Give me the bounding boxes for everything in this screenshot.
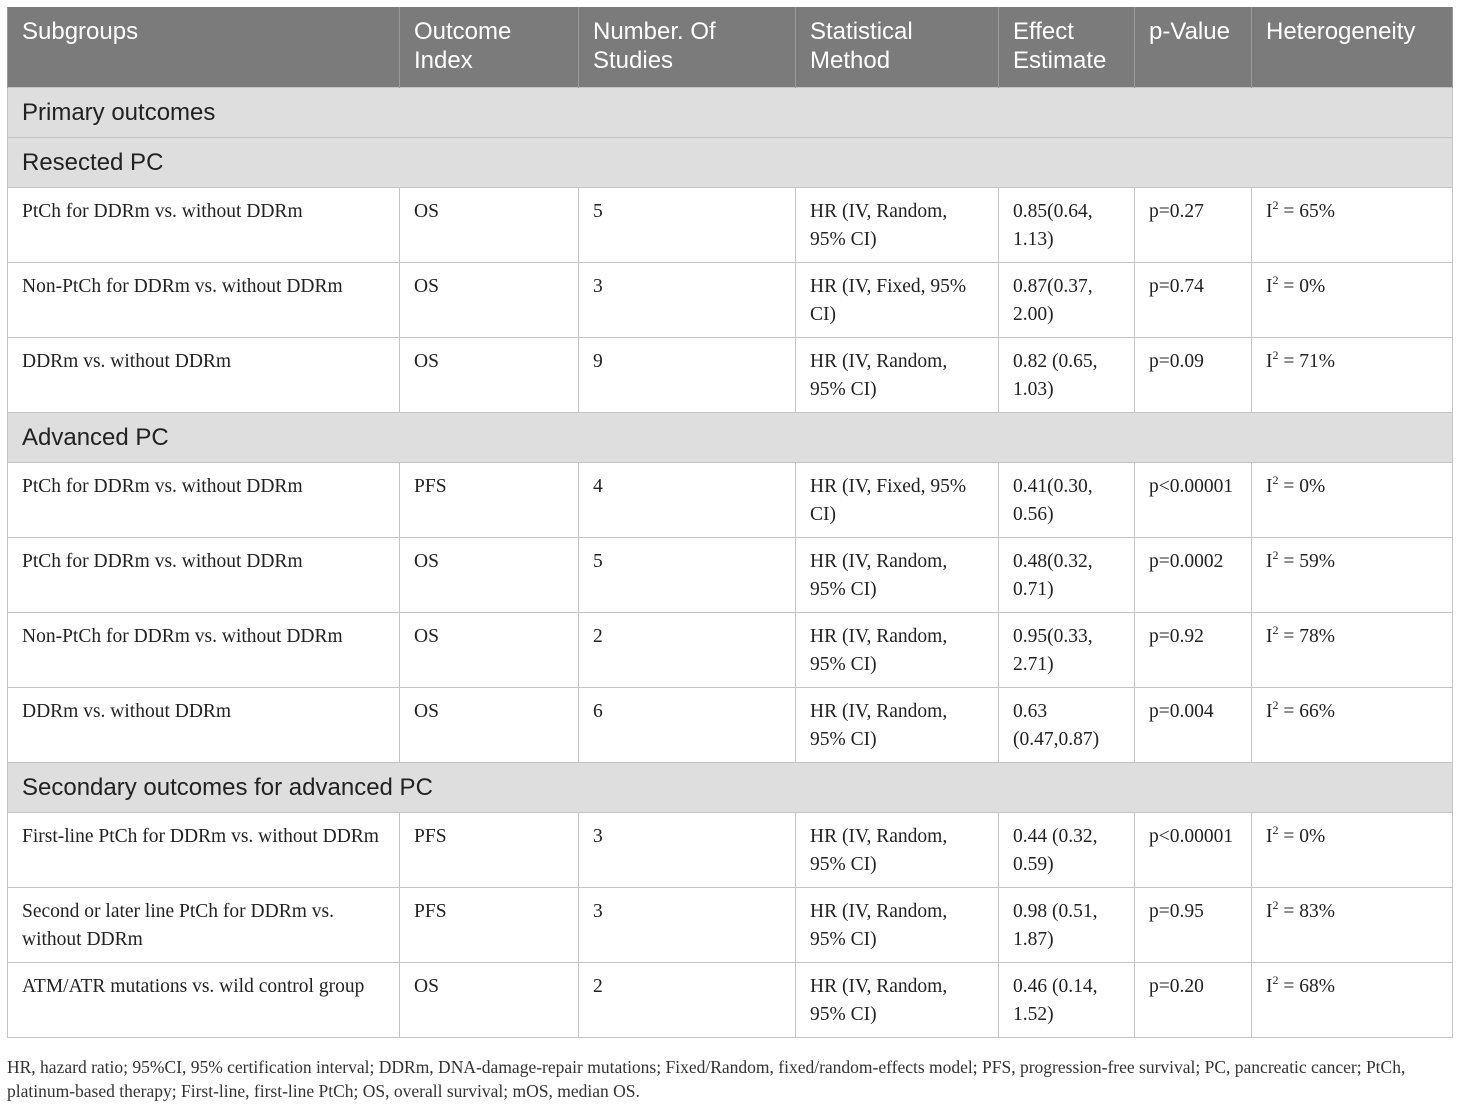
section-label: Resected PC bbox=[8, 138, 1453, 188]
cell-studies: 3 bbox=[579, 263, 796, 338]
het-value: = 66% bbox=[1278, 701, 1335, 722]
table-row bbox=[8, 188, 1453, 263]
het-value: = 65% bbox=[1278, 201, 1335, 222]
cell-p-value: p=0.95 bbox=[1135, 888, 1252, 963]
cell-outcome: OS bbox=[400, 688, 579, 763]
het-value: = 59% bbox=[1278, 551, 1335, 572]
het-symbol: I bbox=[1266, 826, 1273, 847]
cell-outcome: OS bbox=[400, 263, 579, 338]
het-symbol: I bbox=[1266, 551, 1273, 572]
cell-studies: 6 bbox=[579, 688, 796, 763]
het-exponent: 2 bbox=[1272, 823, 1279, 837]
het-symbol: I bbox=[1266, 276, 1273, 297]
het-symbol: I bbox=[1266, 201, 1273, 222]
cell-outcome: OS bbox=[400, 188, 579, 263]
cell-method: HR (IV, Fixed, 95% CI) bbox=[796, 463, 999, 538]
het-exponent: 2 bbox=[1272, 473, 1279, 487]
cell-heterogeneity bbox=[1252, 813, 1453, 888]
cell-outcome: PFS bbox=[400, 463, 579, 538]
het-exponent: 2 bbox=[1272, 548, 1279, 562]
het-exponent: 2 bbox=[1272, 698, 1279, 712]
het-symbol: I bbox=[1266, 901, 1273, 922]
cell-studies: 5 bbox=[579, 538, 796, 613]
cell-p-value: p=0.004 bbox=[1135, 688, 1252, 763]
header-statistical-method: Statistical Method bbox=[796, 7, 999, 88]
cell-heterogeneity bbox=[1252, 613, 1453, 688]
het-value: = 0% bbox=[1278, 276, 1326, 297]
het-exponent: 2 bbox=[1272, 273, 1279, 287]
cell-method: HR (IV, Random, 95% CI) bbox=[796, 963, 999, 1038]
cell-studies: 5 bbox=[579, 188, 796, 263]
header-outcome-index: Outcome Index bbox=[400, 7, 579, 88]
cell-heterogeneity bbox=[1252, 263, 1453, 338]
cell-outcome: OS bbox=[400, 538, 579, 613]
cell-studies: 9 bbox=[579, 338, 796, 413]
het-symbol: I bbox=[1266, 976, 1273, 997]
section-row-resected bbox=[8, 138, 1453, 188]
cell-subgroup: DDRm vs. without DDRm bbox=[8, 338, 400, 413]
het-symbol: I bbox=[1266, 626, 1273, 647]
cell-method: HR (IV, Random, 95% CI) bbox=[796, 888, 999, 963]
cell-subgroup: PtCh for DDRm vs. without DDRm bbox=[8, 463, 400, 538]
cell-method: HR (IV, Random, 95% CI) bbox=[796, 538, 999, 613]
cell-heterogeneity bbox=[1252, 688, 1453, 763]
cell-subgroup: First-line PtCh for DDRm vs. without DDRm bbox=[8, 813, 400, 888]
het-symbol: I bbox=[1266, 701, 1273, 722]
section-label: Secondary outcomes for advanced PC bbox=[8, 763, 1453, 813]
header-heterogeneity: Heterogeneity bbox=[1252, 7, 1453, 88]
cell-outcome: OS bbox=[400, 338, 579, 413]
header-p-value: p-Value bbox=[1135, 7, 1252, 88]
cell-subgroup: Second or later line PtCh for DDRm vs. without DDRm bbox=[8, 888, 400, 963]
section-row-primary bbox=[8, 88, 1453, 138]
cell-p-value: p=0.09 bbox=[1135, 338, 1252, 413]
table-row bbox=[8, 613, 1453, 688]
header-subgroups: Subgroups bbox=[8, 7, 400, 88]
cell-effect: 0.44 (0.32, 0.59) bbox=[999, 813, 1135, 888]
cell-studies: 3 bbox=[579, 813, 796, 888]
cell-studies: 4 bbox=[579, 463, 796, 538]
table-row bbox=[8, 888, 1453, 963]
cell-effect: 0.63 (0.47,0.87) bbox=[999, 688, 1135, 763]
cell-effect: 0.41(0.30, 0.56) bbox=[999, 463, 1135, 538]
cell-p-value: p<0.00001 bbox=[1135, 813, 1252, 888]
cell-heterogeneity bbox=[1252, 338, 1453, 413]
cell-method: HR (IV, Random, 95% CI) bbox=[796, 688, 999, 763]
cell-effect: 0.95(0.33, 2.71) bbox=[999, 613, 1135, 688]
table-row bbox=[8, 338, 1453, 413]
cell-p-value: p=0.92 bbox=[1135, 613, 1252, 688]
cell-p-value: p=0.27 bbox=[1135, 188, 1252, 263]
cell-outcome: OS bbox=[400, 963, 579, 1038]
cell-studies: 3 bbox=[579, 888, 796, 963]
cell-heterogeneity bbox=[1252, 538, 1453, 613]
header-effect-estimate: Effect Estimate bbox=[999, 7, 1135, 88]
het-value: = 78% bbox=[1278, 626, 1335, 647]
cell-effect: 0.85(0.64, 1.13) bbox=[999, 188, 1135, 263]
het-exponent: 2 bbox=[1272, 198, 1279, 212]
het-exponent: 2 bbox=[1272, 348, 1279, 362]
cell-method: HR (IV, Random, 95% CI) bbox=[796, 188, 999, 263]
het-exponent: 2 bbox=[1272, 898, 1279, 912]
cell-heterogeneity bbox=[1252, 963, 1453, 1038]
cell-outcome: PFS bbox=[400, 813, 579, 888]
section-row-advanced bbox=[8, 413, 1453, 463]
het-symbol: I bbox=[1266, 476, 1273, 497]
header-row bbox=[8, 7, 1453, 88]
het-value: = 83% bbox=[1278, 901, 1335, 922]
cell-p-value: p=0.74 bbox=[1135, 263, 1252, 338]
cell-subgroup: PtCh for DDRm vs. without DDRm bbox=[8, 188, 400, 263]
het-exponent: 2 bbox=[1272, 623, 1279, 637]
section-label: Advanced PC bbox=[8, 413, 1453, 463]
cell-studies: 2 bbox=[579, 613, 796, 688]
het-exponent: 2 bbox=[1272, 973, 1279, 987]
cell-p-value: p<0.00001 bbox=[1135, 463, 1252, 538]
cell-effect: 0.87(0.37, 2.00) bbox=[999, 263, 1135, 338]
cell-p-value: p=0.20 bbox=[1135, 963, 1252, 1038]
cell-outcome: PFS bbox=[400, 888, 579, 963]
cell-method: HR (IV, Random, 95% CI) bbox=[796, 613, 999, 688]
cell-studies: 2 bbox=[579, 963, 796, 1038]
cell-method: HR (IV, Random, 95% CI) bbox=[796, 813, 999, 888]
table-row bbox=[8, 263, 1453, 338]
table-row bbox=[8, 963, 1453, 1038]
table-footnote: HR, hazard ratio; 95%CI, 95% certification interval; DDRm, DNA-damage-repair mutations; Fixed/Random, fixed/random-effects model; PFS, progression-free survival; PC, pancreatic cancer; PtCh, platinum-based therapy; First-line, first-line PtCh; OS, overall survival; mOS, median OS. bbox=[7, 1057, 1406, 1101]
cell-subgroup: DDRm vs. without DDRm bbox=[8, 688, 400, 763]
cell-subgroup: Non-PtCh for DDRm vs. without DDRm bbox=[8, 613, 400, 688]
cell-effect: 0.48(0.32, 0.71) bbox=[999, 538, 1135, 613]
het-value: = 0% bbox=[1278, 826, 1326, 847]
section-label: Primary outcomes bbox=[8, 88, 1453, 138]
table-row bbox=[8, 463, 1453, 538]
cell-method: HR (IV, Fixed, 95% CI) bbox=[796, 263, 999, 338]
meta-analysis-table bbox=[7, 7, 1453, 1038]
het-value: = 68% bbox=[1278, 976, 1335, 997]
section-row-secondary bbox=[8, 763, 1453, 813]
cell-heterogeneity bbox=[1252, 888, 1453, 963]
table-row bbox=[8, 688, 1453, 763]
het-value: = 0% bbox=[1278, 476, 1326, 497]
cell-heterogeneity bbox=[1252, 188, 1453, 263]
het-symbol: I bbox=[1266, 351, 1273, 372]
table-row bbox=[8, 538, 1453, 613]
cell-effect: 0.46 (0.14, 1.52) bbox=[999, 963, 1135, 1038]
cell-subgroup: PtCh for DDRm vs. without DDRm bbox=[8, 538, 400, 613]
het-value: = 71% bbox=[1278, 351, 1335, 372]
cell-effect: 0.82 (0.65, 1.03) bbox=[999, 338, 1135, 413]
cell-subgroup: ATM/ATR mutations vs. wild control group bbox=[8, 963, 400, 1038]
cell-outcome: OS bbox=[400, 613, 579, 688]
cell-effect: 0.98 (0.51, 1.87) bbox=[999, 888, 1135, 963]
table-row bbox=[8, 813, 1453, 888]
cell-p-value: p=0.0002 bbox=[1135, 538, 1252, 613]
cell-heterogeneity bbox=[1252, 463, 1453, 538]
cell-method: HR (IV, Random, 95% CI) bbox=[796, 338, 999, 413]
header-number-of-studies: Number. Of Studies bbox=[579, 7, 796, 88]
cell-subgroup: Non-PtCh for DDRm vs. without DDRm bbox=[8, 263, 400, 338]
results-table-container bbox=[7, 7, 1452, 1038]
